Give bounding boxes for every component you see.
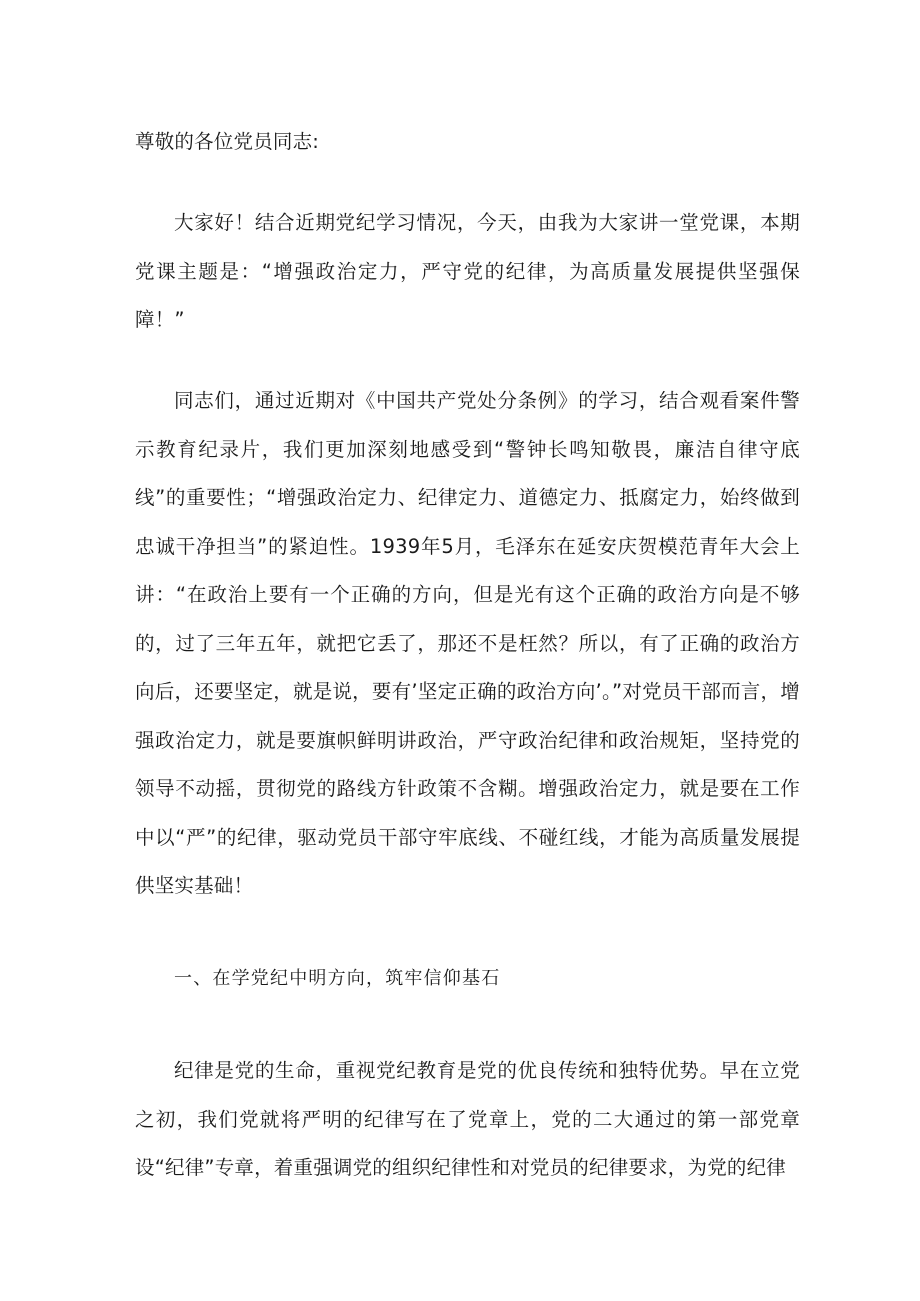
opening-paragraph: 大家好！结合近期党纪学习情况，今天，由我为大家讲一堂党课，本期党课主题是：“增强政治定力，严守党的纪律，为高质量发展提供坚强保障！” <box>135 211 800 331</box>
section-paragraph: 纪律是党的生命，重视党纪教育是党的优良传统和独特优势。早在立党之初，我们党就将严明的纪律写在了党章上，党的二大通过的第一部党章设“纪律”专章，着重强调党的组织纪律性和对党员的纪律要求，为党的纪律 <box>135 1059 800 1179</box>
body-paragraph: 同志们，通过近期对《中国共产党处分条例》的学习，结合观看案件警示教育纪录片，我们更加深刻地感受到“警钟长鸣知敬畏，廉洁自律守底线”的重要性；“增强政治定力、纪律定力、道德定力、抵腐定力，始终做到忠诚干净担当”的紧迫性。1939年5月，毛泽东在延安庆贺模范青年大会上讲：“在政治上要有一个正确的方向，但是光有这个正确的政治方向是不够的，过了三年五年，就把它丢了，那还不是枉然？所以，有了正确的政治方向后，还要坚定，就是说，要有’坚定正确的政治方向’。”对党员干部而言，增强政治定力，就是要旗帜鲜明讲政治，严守政治纪律和政治规矩，坚持党的领导不动摇，贯彻党的路线方针政策不含糊。增强政治定力，就是要在工作中以“严”的纪律，驱动党员干部守牢底线、不碰红线，才能为高质量发展提供坚实基础！ <box>135 389 800 897</box>
salutation: 尊敬的各位党员同志: <box>135 130 320 153</box>
section-heading: 一、在学党纪中明方向，筑牢信仰基石 <box>174 968 501 989</box>
